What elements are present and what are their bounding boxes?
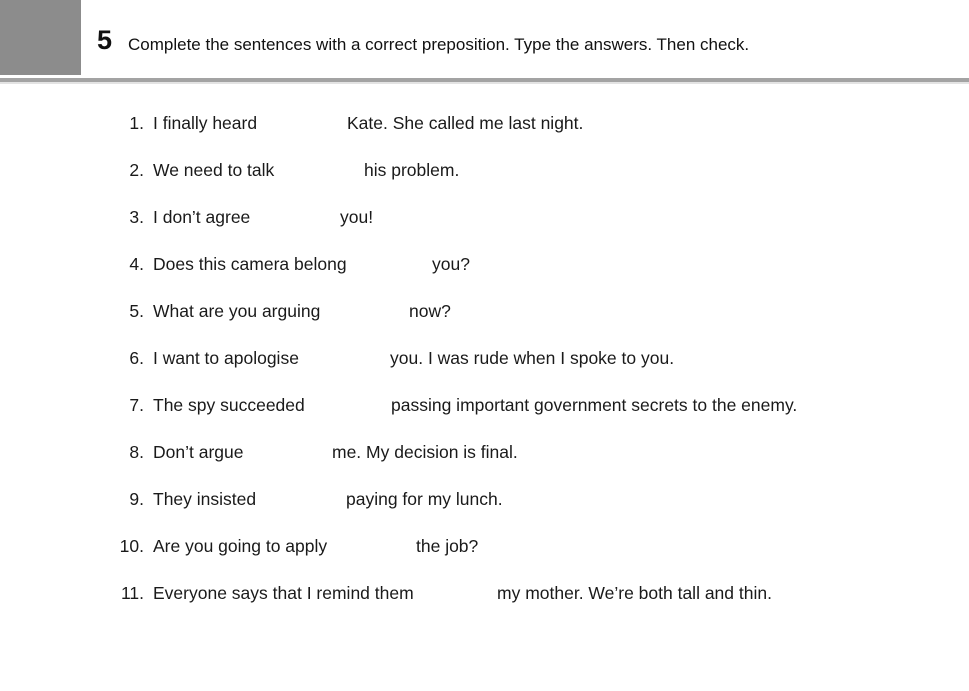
sentence-number: 1. bbox=[129, 113, 144, 133]
sentence-start: Don’t argue bbox=[153, 442, 244, 462]
sentence-number: 9. bbox=[129, 489, 144, 509]
answer-gap-1[interactable] bbox=[263, 111, 341, 135]
sentence-start: The spy succeeded bbox=[153, 395, 305, 415]
sentence-row bbox=[0, 346, 969, 393]
sentence-start: What are you arguing bbox=[153, 301, 321, 321]
header-grey-block bbox=[0, 0, 81, 75]
sentence-end: Kate. She called me last night. bbox=[347, 113, 584, 133]
sentence-start: Are you going to apply bbox=[153, 536, 328, 556]
sentence-end: paying for my lunch. bbox=[346, 489, 503, 509]
answer-gap-6[interactable] bbox=[306, 346, 384, 370]
sentence-number: 7. bbox=[129, 395, 144, 415]
sentence-end: the job? bbox=[416, 536, 479, 556]
sentence-row bbox=[0, 487, 969, 534]
answer-gap-9[interactable] bbox=[262, 487, 340, 511]
answer-gap-4[interactable] bbox=[348, 252, 426, 276]
sentence-number: 10. bbox=[119, 536, 144, 556]
answer-gap-11[interactable] bbox=[413, 581, 491, 605]
sentence-row bbox=[0, 111, 969, 158]
sentence-number: 4. bbox=[129, 254, 144, 274]
sentence-start: We need to talk bbox=[153, 160, 275, 180]
sentence-start: Does this camera belong bbox=[153, 254, 347, 274]
header-divider-shadow bbox=[0, 82, 969, 84]
sentence-row bbox=[0, 205, 969, 252]
answer-gap-5[interactable] bbox=[325, 299, 403, 323]
sentence-end: passing important government secrets to the enemy. bbox=[391, 395, 798, 415]
sentence-list bbox=[0, 111, 969, 628]
sentence-row bbox=[0, 252, 969, 299]
answer-gap-7[interactable] bbox=[307, 393, 385, 417]
sentence-end: you? bbox=[432, 254, 470, 274]
sentence-number: 8. bbox=[129, 442, 144, 462]
sentence-number: 11. bbox=[120, 583, 144, 603]
sentence-row bbox=[0, 440, 969, 487]
sentence-end: his problem. bbox=[364, 160, 460, 180]
sentence-end: now? bbox=[409, 301, 451, 321]
sentence-row bbox=[0, 393, 969, 440]
answer-gap-3[interactable] bbox=[256, 205, 334, 229]
sentence-row bbox=[0, 299, 969, 346]
sentence-start: I finally heard bbox=[153, 113, 258, 133]
sentence-row bbox=[0, 581, 969, 628]
sentence-end: you! bbox=[340, 207, 374, 227]
sentence-start: I want to apologise bbox=[153, 348, 299, 368]
sentence-number: 2. bbox=[129, 160, 144, 180]
sentence-start: They insisted bbox=[153, 489, 257, 509]
sentence-end: my mother. We’re both tall and thin. bbox=[497, 583, 772, 603]
answer-gap-8[interactable] bbox=[248, 440, 326, 464]
sentence-start: Everyone says that I remind them bbox=[153, 583, 414, 603]
exercise-header bbox=[0, 0, 969, 78]
sentence-end: you. I was rude when I spoke to you. bbox=[390, 348, 675, 368]
exercise-instruction: Complete the sentences with a correct preposition. Type the answers. Then check. bbox=[128, 35, 750, 54]
sentence-row bbox=[0, 534, 969, 581]
sentence-row bbox=[0, 158, 969, 205]
exercise-number: 5 bbox=[97, 25, 113, 55]
answer-gap-10[interactable] bbox=[332, 534, 410, 558]
sentence-start: I don’t agree bbox=[153, 207, 251, 227]
sentence-end: me. My decision is final. bbox=[332, 442, 518, 462]
sentence-number: 5. bbox=[129, 301, 144, 321]
sentence-number: 6. bbox=[129, 348, 144, 368]
sentence-number: 3. bbox=[129, 207, 144, 227]
answer-gap-2[interactable] bbox=[280, 158, 358, 182]
